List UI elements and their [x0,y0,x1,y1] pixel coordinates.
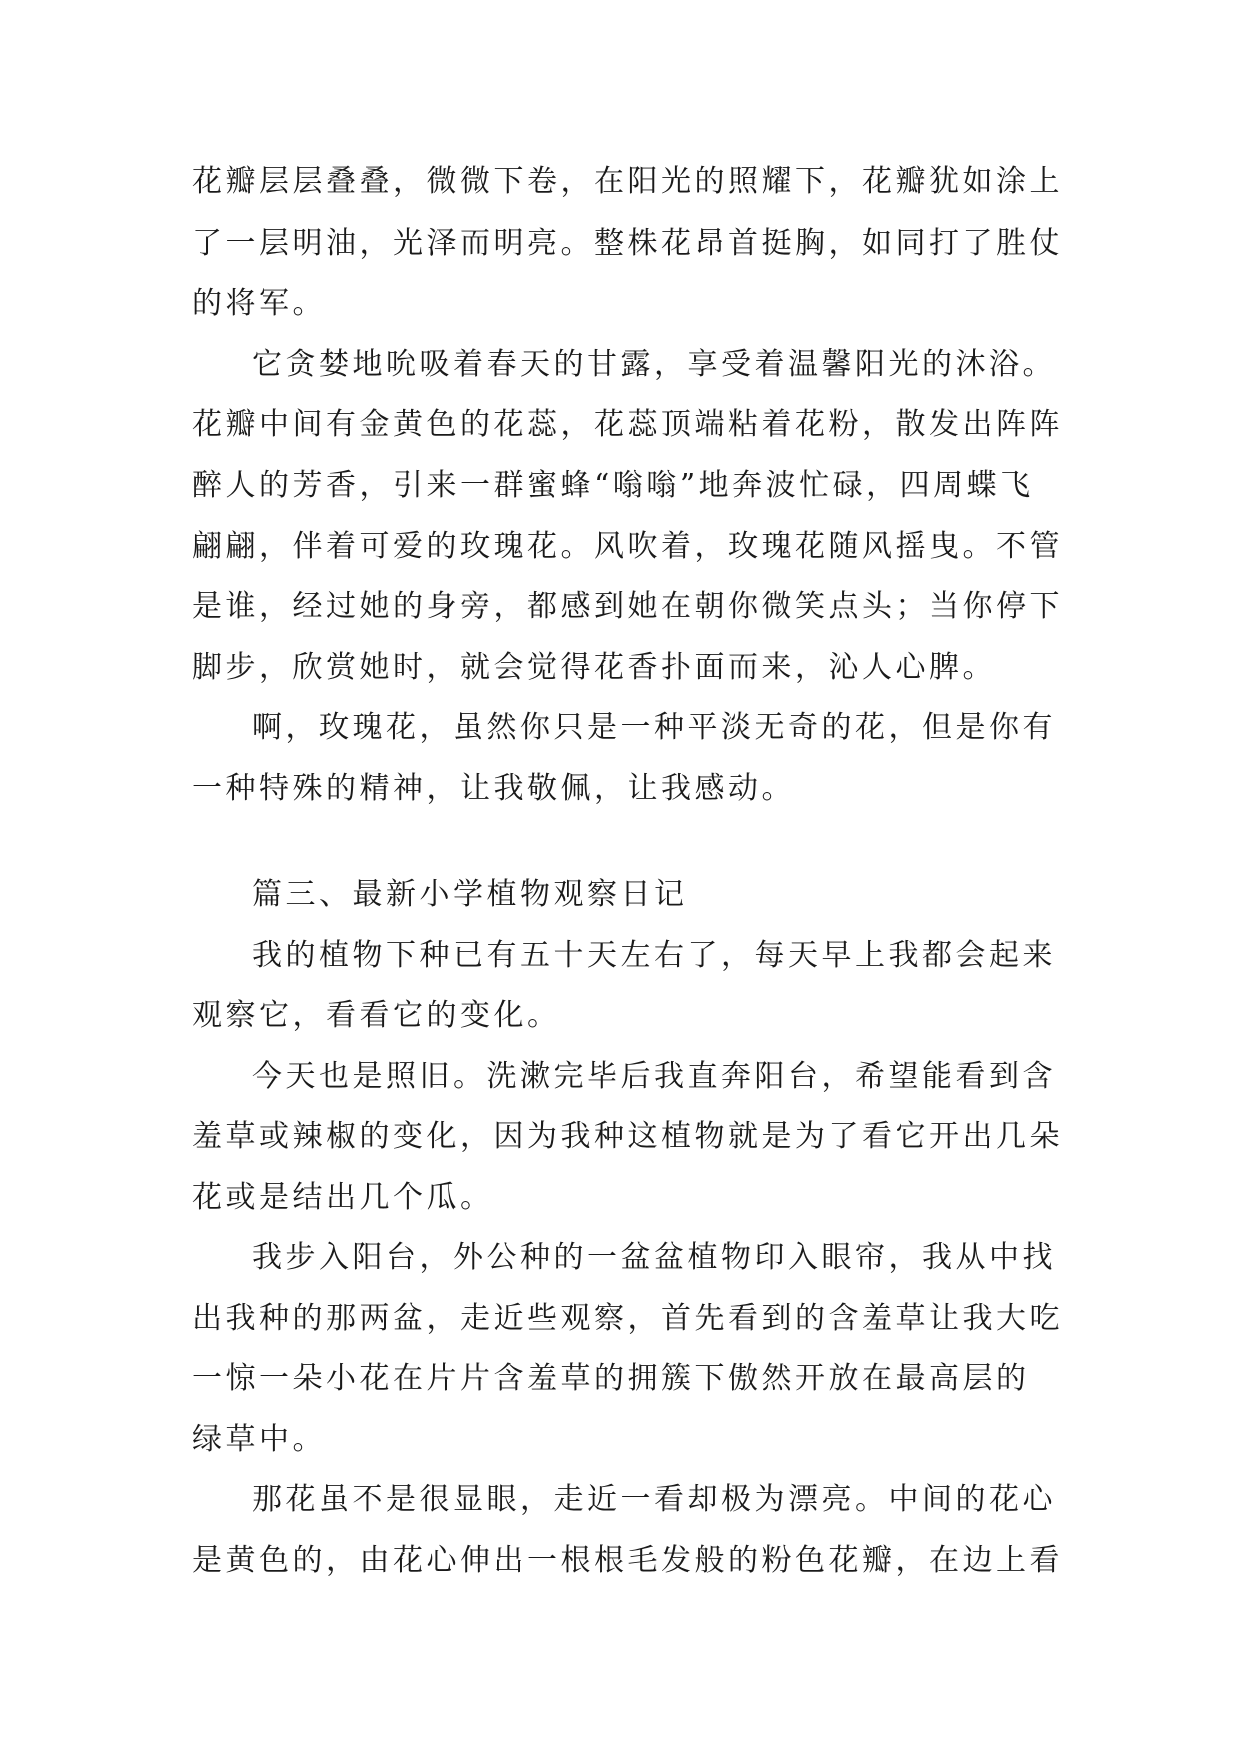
paragraph-start: 它贪婪地吮吸着春天的甘露，享受着温馨阳光的沐浴。 [252,347,1056,382]
text-line: 一惊一朵小花在片片含羞草的拥簇下傲然开放在最高层的 [192,1361,1030,1396]
text-line: 翩翩，伴着可爱的玫瑰花。风吹着，玫瑰花随风摇曳。不管 [192,529,1063,564]
text-line: 是谁，经过她的身旁，都感到她在朝你微笑点头；当你停下 [192,589,1063,624]
text-line: 醉人的芳香，引来一群蜜蜂“嗡嗡”地奔波忙碌，四周蝶飞 [192,468,1034,503]
paragraph-start: 今天也是照旧。洗漱完毕后我直奔阳台，希望能看到含 [252,1059,1056,1094]
paragraph-start: 我的植物下种已有五十天左右了，每天早上我都会起来 [252,938,1056,973]
text-line: 绿草中。 [192,1422,326,1457]
paragraph-start: 那花虽不是很显眼，走近一看却极为漂亮。中间的花心 [252,1482,1056,1517]
text-line: 花或是结出几个瓜。 [192,1180,494,1215]
paragraph-start: 啊，玫瑰花，虽然你只是一种平淡无奇的花，但是你有 [252,710,1056,745]
section-heading: 篇三、最新小学植物观察日记 [252,877,688,912]
paragraph-start: 我步入阳台，外公种的一盆盆植物印入眼帘，我从中找 [252,1240,1056,1275]
text-line: 观察它，看看它的变化。 [192,998,561,1033]
text-line: 出我种的那两盆，走近些观察，首先看到的含羞草让我大吃 [192,1301,1063,1336]
text-line: 是黄色的，由花心伸出一根根毛发般的粉色花瓣，在边上看 [192,1543,1063,1578]
text-line: 一种特殊的精神，让我敬佩，让我感动。 [192,771,795,806]
text-line: 脚步，欣赏她时，就会觉得花香扑面而来，沁人心脾。 [192,650,996,685]
text-line: 的将军。 [192,286,326,321]
text-line: 羞草或辣椒的变化，因为我种这植物就是为了看它开出几朵 [192,1119,1063,1154]
text-line: 了一层明油，光泽而明亮。整株花昂首挺胸，如同打了胜仗 [192,226,1063,261]
text-line: 花瓣层层叠叠，微微下卷，在阳光的照耀下，花瓣犹如涂上 [192,164,1063,199]
text-line: 花瓣中间有金黄色的花蕊，花蕊顶端粘着花粉，散发出阵阵 [192,407,1063,442]
